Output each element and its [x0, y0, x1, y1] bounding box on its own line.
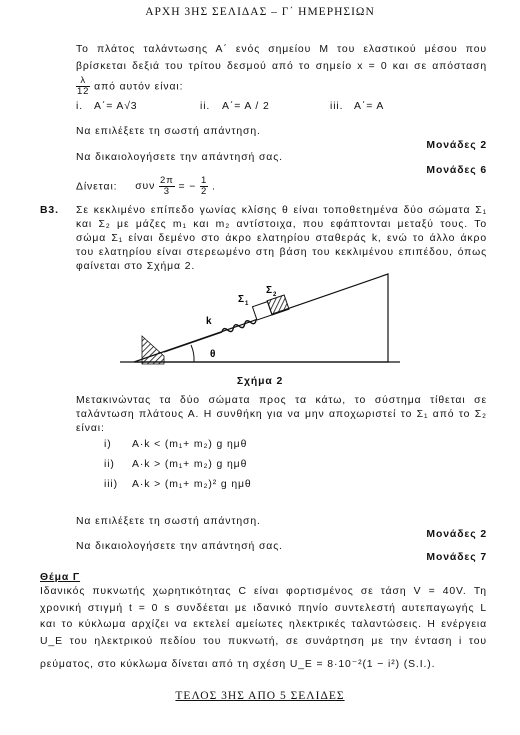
given-period: .: [211, 181, 216, 193]
q1-option-ii: Α΄= Α / 2: [222, 101, 270, 112]
b3-line-1: Σε κεκλιμένο επίπεδο γωνίας κλίσης θ είναι τοποθετημένα δύο σώματα Σ₁: [76, 205, 487, 216]
q1-justify: Να δικαιολογήσετε την απάντησή σας.: [76, 152, 283, 163]
given-func: συν: [135, 181, 156, 193]
given-result-numerator: 1: [201, 175, 208, 186]
q1-given: [76, 176, 216, 197]
b3-marks-1: Μονάδες 2: [426, 529, 487, 540]
lambda-over-12: [76, 76, 90, 97]
page-footer: ΤΕΛΟΣ 3ΗΣ ΑΠΟ 5 ΣΕΛΙΔΕΣ: [175, 690, 345, 702]
b3-justify: Να δικαιολογήσετε την απάντησή σας.: [76, 541, 283, 552]
q1-option-ii-label: ii.: [200, 101, 211, 112]
b3-option-i-label: i): [104, 439, 112, 450]
spring-coil: [221, 318, 257, 334]
b3-option-iii-label: iii): [104, 479, 118, 490]
q1-marks-2: Μονάδες 6: [426, 165, 487, 176]
q1-option-iii-label: iii.: [330, 101, 344, 112]
b3-line-5: φαίνεται στο Σχήμα 2.: [76, 261, 196, 272]
b3-option-ii: Α·k > (m₁+ m₂) g ημθ: [132, 459, 248, 470]
theme-g-line-2: χρονική στιγμή t = 0 s συνδέεται με ιδανικό πηνίο συντελεστή αυτεπαγωγής L: [40, 603, 487, 614]
label-sigma-2: Σ: [266, 285, 273, 296]
wall-support: [142, 336, 164, 364]
q1-choose: Να επιλέξετε τη σωστή απάντηση.: [76, 126, 261, 137]
q1-line-3: [76, 76, 183, 97]
given-result-denominator: 2: [201, 186, 208, 197]
page-header: ΑΡΧΗ 3ΗΣ ΣΕΛΙΔΑΣ – Γ΄ ΗΜΕΡΗΣΙΩΝ: [145, 6, 375, 18]
label-k: k: [206, 316, 212, 327]
given-label: Δίνεται:: [76, 181, 118, 193]
q1-line-1: Το πλάτος ταλάντωσης Α΄ ενός σημείου Μ του ελαστικού μέσου που: [76, 44, 487, 55]
b3-label: Β3.: [40, 205, 59, 216]
frac-numerator: λ: [76, 76, 90, 87]
figure-caption: Σχήμα 2: [236, 376, 284, 387]
theme-g-line-5: ρεύματος, στο κύκλωμα δίνεται από τη σχέση U_E = 8·10⁻²(1 − i²) (S.I.).: [40, 659, 436, 670]
given-numerator: 2π: [160, 175, 174, 186]
b3-line-4: του ελατηρίου είναι στερεωμένο στη βάση του κεκλιμένου επιπέδου, όπως: [76, 247, 487, 258]
b3-option-ii-label: ii): [104, 459, 115, 470]
b3-choose: Να επιλέξετε τη σωστή απάντηση.: [76, 516, 261, 527]
q1-marks-1: Μονάδες 2: [426, 140, 487, 151]
b3-line-2: και Σ₂ με μάζες m₁ και m₂ αντίστοιχα, που εφάπτονται μεταξύ τους. Το: [76, 219, 487, 230]
frac-denominator: 12: [77, 86, 90, 97]
b3-line-3: σώμα Σ₁ είναι δεμένο στο άκρο ελατηρίου σταθεράς k, ενώ το άλλο άκρο: [76, 233, 487, 244]
theme-g-title: Θέμα Γ: [40, 572, 81, 583]
label-sigma-2-sub: 2: [273, 292, 277, 298]
b3-after-2: ταλάντωση πλάτους Α. Η συνθήκη για να μην αποχωριστεί το Σ₁ από το Σ₂: [76, 409, 487, 420]
b3-marks-2: Μονάδες 7: [426, 552, 487, 563]
angle-arc: [191, 345, 194, 362]
b3-after-3: είναι:: [76, 423, 105, 434]
q1-option-i-label: i.: [76, 101, 83, 112]
theme-g-line-1: Ιδανικός πυκνωτής χωρητικότητας C είναι φορτισμένος σε τάση V = 40V. Τη: [40, 586, 487, 597]
given-denominator: 3: [163, 186, 170, 197]
given-result: [200, 176, 208, 197]
q1-line-3-text: από αυτόν είναι:: [94, 81, 184, 93]
given-fraction: [159, 176, 175, 197]
given-equals: = −: [178, 181, 197, 193]
label-sigma-1: Σ: [238, 294, 245, 305]
b3-after-1: Μετακινώντας τα δύο σώματα προς τα κάτω, το σύστημα τίθεται σε: [76, 395, 487, 406]
theme-g-line-3: και το κύκλωμα αρχίζει να εκτελεί αμείωτες ηλεκτρικές ταλαντώσεις. Η ενέργεια: [40, 619, 487, 630]
label-sigma-1-sub: 1: [245, 301, 249, 307]
b3-option-iii: Α·k > (m₁+ m₂)² g ημθ: [132, 479, 252, 490]
b3-option-i: Α·k < (m₁+ m₂) g ημθ: [132, 439, 248, 450]
q1-line-2: βρίσκεται δεξιά του τρίτου δεσμού από το σημείο x = 0 και σε απόσταση: [76, 61, 487, 72]
q1-option-iii: Α΄= Α: [354, 101, 385, 112]
q1-option-i: Α΄= Α√3: [94, 101, 138, 112]
figure-2-incline: [120, 272, 410, 372]
theme-g-line-4: U_E του ηλεκτρικού πεδίου του πυκνωτή, σε συνάρτηση με την ένταση i του: [40, 636, 487, 647]
label-theta: θ: [210, 349, 216, 360]
